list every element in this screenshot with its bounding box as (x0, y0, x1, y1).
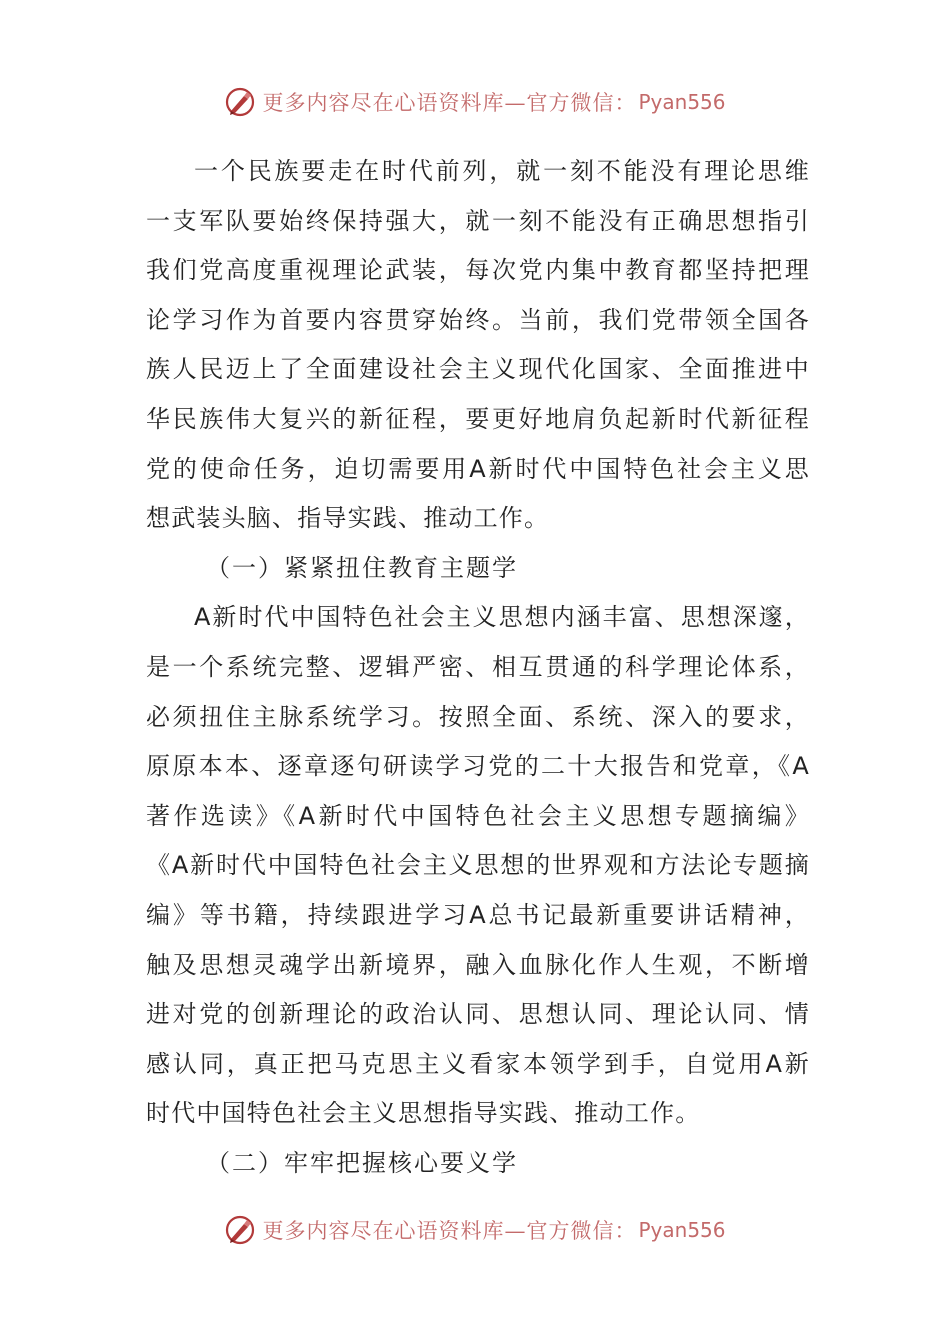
section-heading: （二）牢牢把握核心要义学 (206, 1148, 518, 1177)
footer-watermark (0, 1210, 950, 1250)
pen-logo-icon (224, 1214, 256, 1246)
paragraph-line: 一支军队要始终保持强大，就一刻不能没有正确思想指引 (146, 206, 810, 235)
watermark-text: 更多内容尽在心语资料库—官方微信： (262, 1219, 637, 1243)
pen-logo-icon (224, 86, 256, 118)
paragraph-line: 族人民迈上了全面建设社会主义现代化国家、全面推进中 (146, 355, 810, 384)
document-body (146, 147, 810, 1188)
paragraph-line: 一个民族要走在时代前列，就一刻不能没有理论思维 (194, 157, 810, 185)
paragraph-line: 我们党高度重视理论武装，每次党内集中教育都坚持把理 (146, 256, 810, 285)
paragraph-line: 是一个系统完整、逻辑严密、相互贯通的科学理论体系， (146, 652, 810, 681)
watermark-handle: Pyan556 (638, 90, 726, 114)
paragraph-line: 论学习作为首要内容贯穿始终。当前，我们党带领全国各 (146, 305, 810, 334)
header-watermark (0, 82, 950, 122)
paragraph-line: 进对党的创新理论的政治认同、思想认同、理论认同、情 (146, 1000, 810, 1029)
paragraph-line: 想武装头脑、指导实践、推动工作。 (146, 504, 550, 533)
paragraph-line: 感认同，真正把马克思主义看家本领学到手，自觉用A新 (146, 1049, 810, 1078)
watermark-text: 更多内容尽在心语资料库—官方微信： (262, 91, 637, 115)
paragraph-line: 华民族伟大复兴的新征程，要更好地肩负起新时代新征程 (146, 404, 810, 433)
paragraph-line: 著作选读》《A新时代中国特色社会主义思想专题摘编》 (146, 801, 810, 830)
paragraph-line: 《A新时代中国特色社会主义思想的世界观和方法论专题摘 (146, 851, 810, 880)
paragraph-line: 必须扭住主脉系统学习。按照全面、系统、深入的要求， (146, 702, 810, 731)
watermark-handle: Pyan556 (638, 1218, 726, 1242)
paragraph-line: 触及思想灵魂学出新境界，融入血脉化作人生观，不断增 (146, 950, 810, 979)
paragraph-line: 编》等书籍，持续跟进学习A总书记最新重要讲话精神， (146, 900, 810, 929)
paragraph-line: 原原本本、逐章逐句研读学习党的二十大报告和党章，《A (146, 752, 810, 781)
section-heading: （一）紧紧扭住教育主题学 (206, 553, 518, 582)
paragraph-line: A新时代中国特色社会主义思想内涵丰富、思想深邃， (194, 603, 810, 632)
paragraph-line: 时代中国特色社会主义思想指导实践、推动工作。 (146, 1099, 701, 1128)
paragraph-line: 党的使命任务，迫切需要用A新时代中国特色社会主义思 (146, 454, 810, 483)
